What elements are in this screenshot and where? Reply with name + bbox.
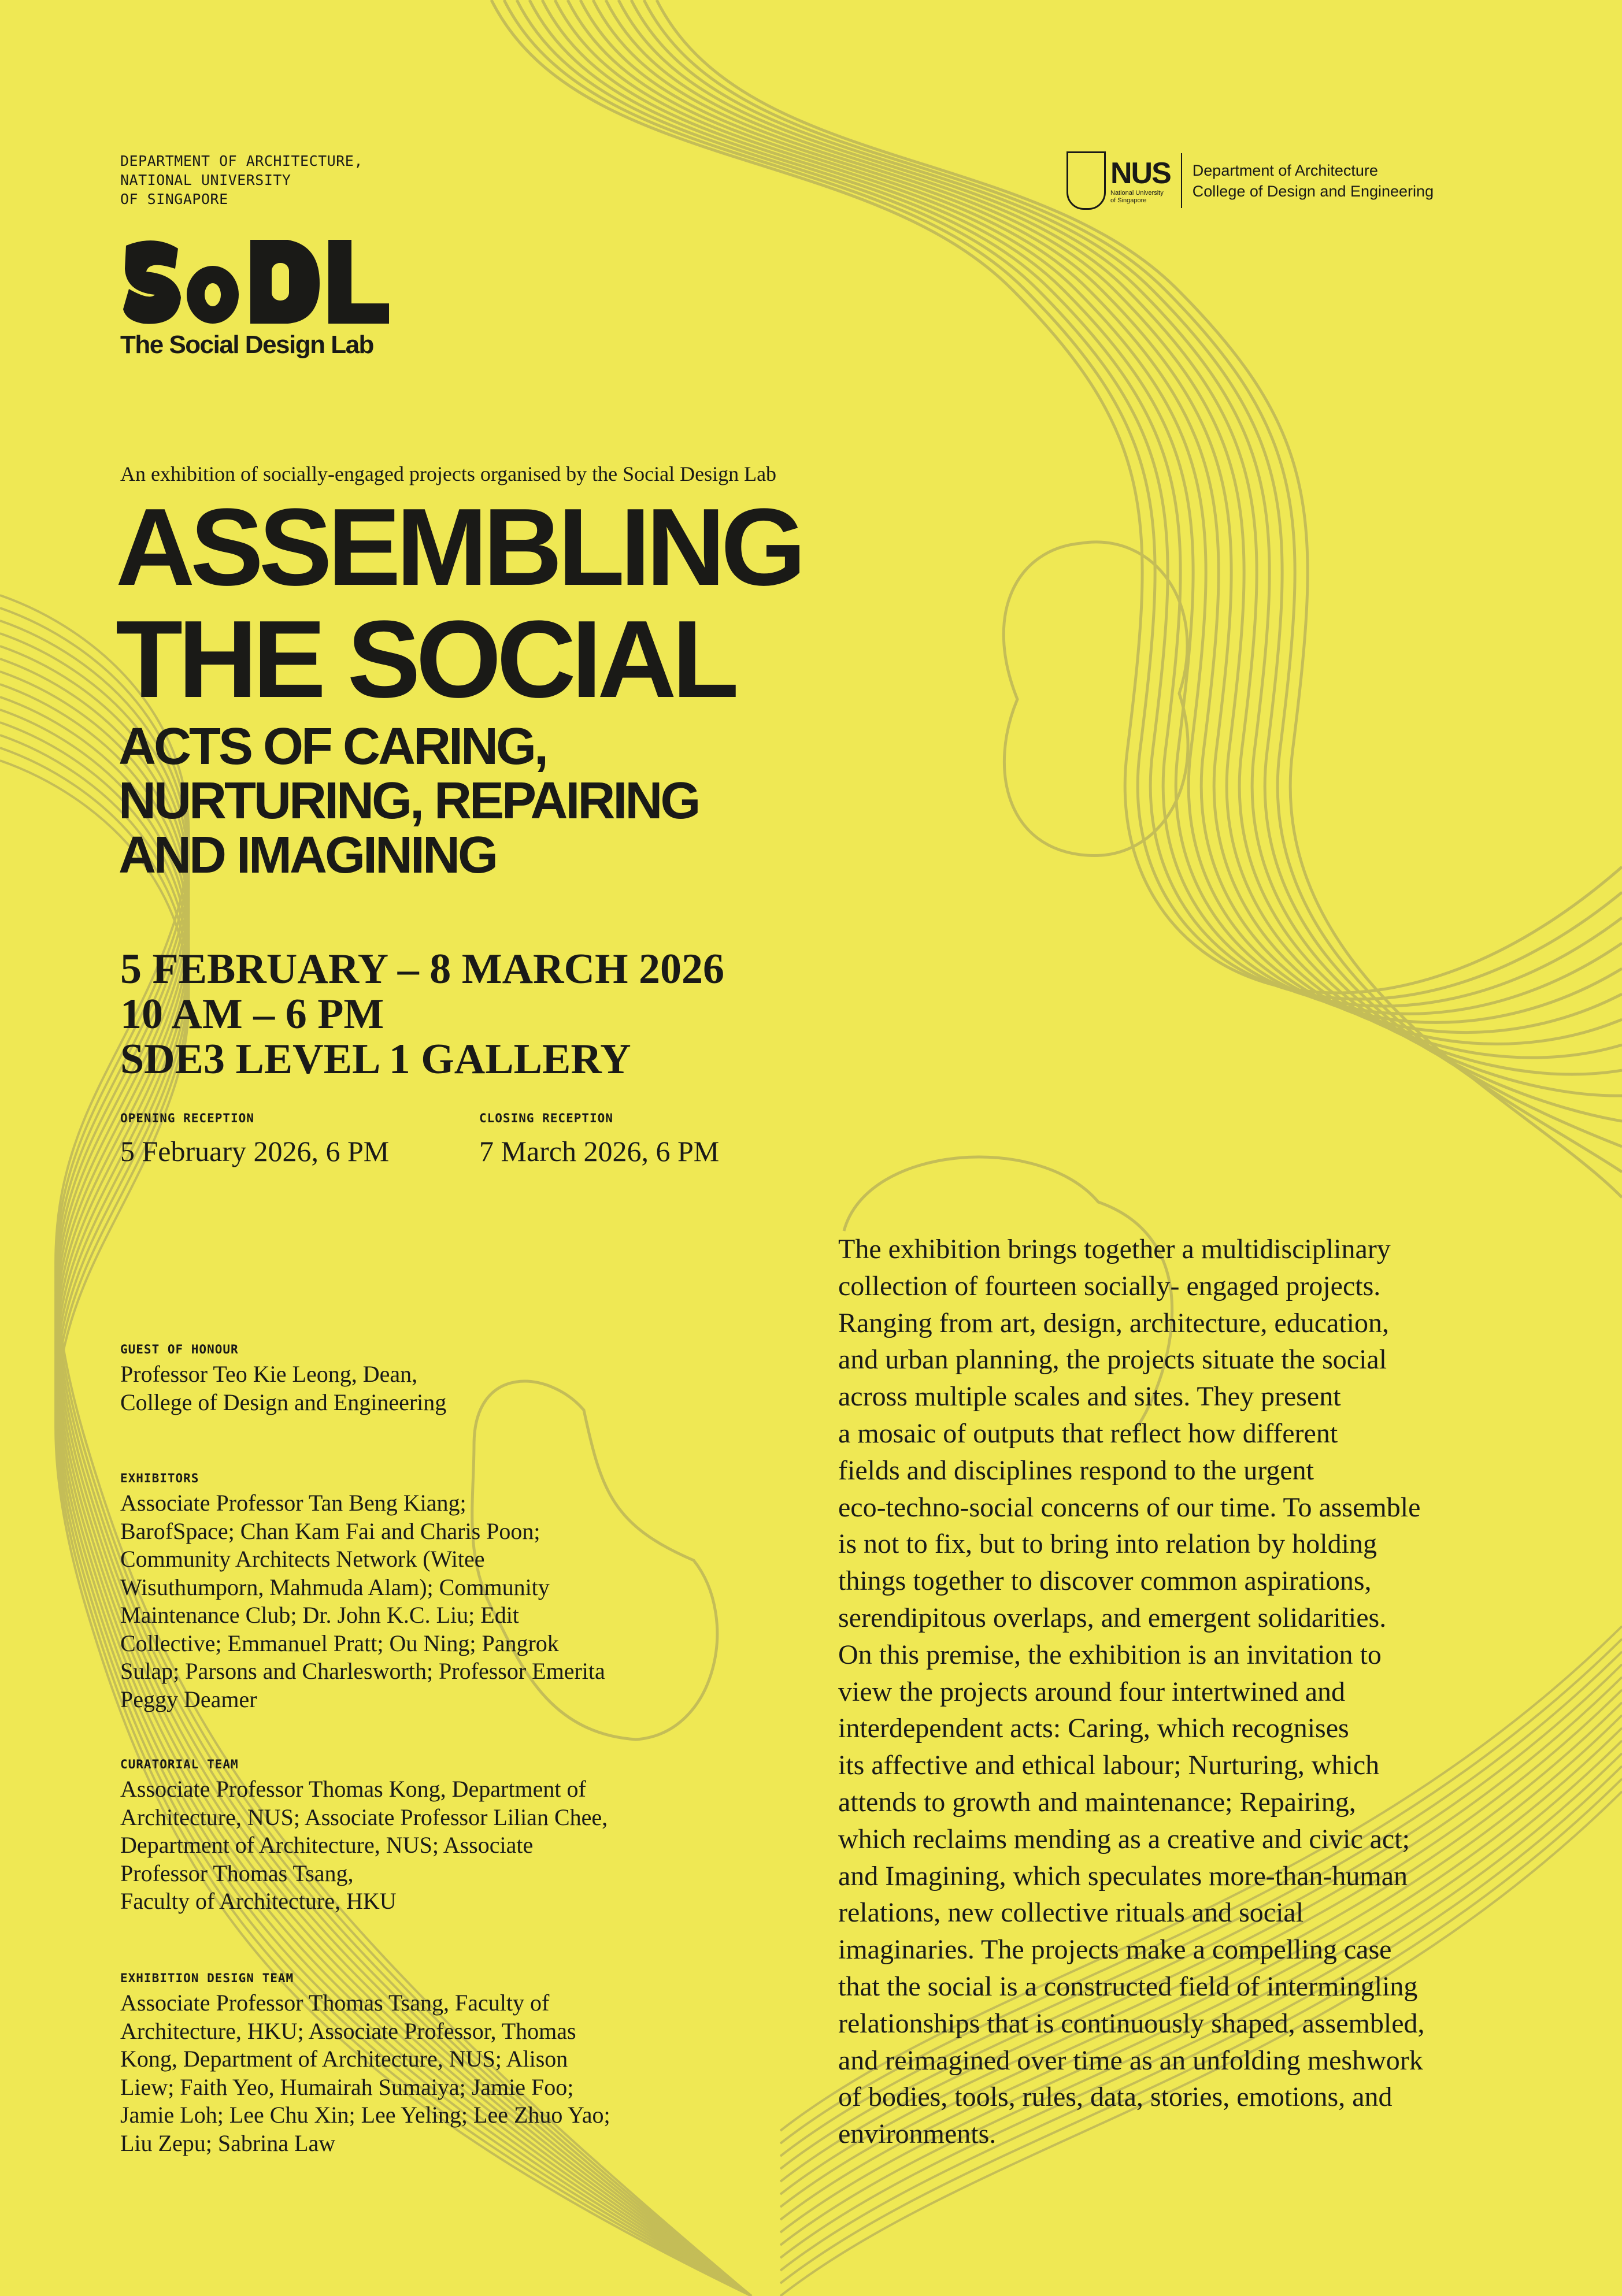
text-line: of bodies, tools, rules, data, stories, emotions, and: [838, 2082, 1393, 2113]
nus-department: [1193, 160, 1434, 202]
text-line: Liew; Faith Yeo, Humairah Sumaiya; Jamie Foo;: [120, 2074, 574, 2100]
text-line: Community Architects Network (Witee: [120, 1546, 485, 1572]
text-line: things together to discover common aspirations,: [838, 1566, 1372, 1597]
lab-name: The Social Design Lab: [120, 331, 373, 359]
text-line: Liu Zepu; Sabrina Law: [120, 2130, 336, 2156]
closing-reception: [479, 1111, 719, 1167]
text-line: and reimagined over time as an unfolding meshwork: [838, 2045, 1423, 2076]
text-line: College of Design and Engineering: [120, 1389, 447, 1415]
credit-label: EXHIBITION DESIGN TEAM: [120, 1971, 294, 1985]
credit-label: GUEST OF HONOUR: [120, 1342, 239, 1356]
exhibition-design-team: [120, 1971, 610, 2157]
text-line: AND IMAGINING: [118, 826, 496, 884]
text-line: On this premise, the exhibition is an invitation to: [838, 1639, 1382, 1670]
guest-of-honour: [120, 1342, 446, 1416]
exhibition-subtitle: [118, 719, 698, 882]
credit-text: [120, 1360, 446, 1416]
text-line: Ranging from art, design, architecture, education,: [838, 1307, 1389, 1338]
text-line: imaginaries. The projects make a compelling case: [838, 1934, 1392, 1965]
text-line: collection of fourteen socially- engaged projects.: [838, 1270, 1381, 1301]
text-line: Peggy Deamer: [120, 1686, 257, 1712]
text-line: which reclaims mending as a creative and civic act;: [838, 1823, 1410, 1854]
text-line: and urban planning, the projects situate the social: [838, 1344, 1387, 1375]
text-line: is not to fix, but to bring into relation by holding: [838, 1529, 1377, 1560]
text-line: relations, new collective rituals and social: [838, 1897, 1304, 1928]
credit-label: EXHIBITORS: [120, 1471, 199, 1485]
text-line: Architecture, NUS; Associate Professor Lilian Chee,: [120, 1804, 608, 1830]
credit-text: [120, 1989, 610, 2157]
text-line: Jamie Loh; Lee Chu Xin; Lee Yeling; Lee Zhuo Yao;: [120, 2102, 610, 2128]
text-line: its affective and ethical labour; Nurturing, which: [838, 1750, 1380, 1781]
text-line: environments.: [838, 2119, 997, 2150]
text-line: Department of Architecture, NUS; Associate: [120, 1832, 534, 1858]
text-line: relationships that is continuously shaped, assembled,: [838, 2008, 1425, 2039]
divider: [1181, 153, 1182, 208]
text-line: Sulap; Parsons and Charlesworth; Professor Emerita: [120, 1658, 605, 1684]
nus-logo: [1066, 151, 1434, 210]
text-line: SDE3 LEVEL 1 GALLERY: [120, 1036, 631, 1083]
text-line: OF SINGAPORE: [120, 191, 228, 207]
credit-label: CURATORIAL TEAM: [120, 1757, 239, 1771]
text-line: and Imagining, which speculates more-than-human: [838, 1860, 1408, 1891]
text-line: Kong, Department of Architecture, NUS; Alison: [120, 2046, 568, 2072]
nus-wordmark: NUS: [1110, 156, 1171, 190]
text-line: that the social is a constructed field of intermingling: [838, 1971, 1418, 2002]
text-line: view the projects around four intertwined and: [838, 1676, 1346, 1707]
opening-label: OPENING RECEPTION: [120, 1111, 254, 1125]
text-line: eco-techno-social concerns of our time. To assemble: [838, 1492, 1421, 1523]
event-details: [120, 947, 724, 1082]
closing-label: CLOSING RECEPTION: [479, 1111, 613, 1125]
text-line: Professor Thomas Tsang,: [120, 1860, 354, 1886]
text-line: Associate Professor Thomas Kong, Department of: [120, 1776, 586, 1802]
nus-crest-icon: [1066, 151, 1106, 210]
text-line: interdependent acts: Caring, which recognises: [838, 1713, 1349, 1744]
text-line: NURTURING, REPAIRING: [118, 772, 699, 830]
text-line: Architecture, HKU; Associate Professor, Thomas: [120, 2017, 576, 2044]
text-line: National University: [1110, 189, 1164, 196]
text-line: Department of Architecture: [1192, 161, 1378, 179]
opening-reception: [120, 1111, 389, 1167]
text-line: a mosaic of outputs that reflect how different: [838, 1418, 1338, 1449]
credit-text: [120, 1489, 605, 1713]
text-line: Collective; Emmanuel Pratt; Ou Ning; Pangrok: [120, 1630, 559, 1656]
exhibition-title: [116, 486, 802, 721]
closing-value: 7 March 2026, 6 PM: [479, 1135, 720, 1167]
curatorial-team: [120, 1757, 608, 1916]
text-line: ACTS OF CARING,: [118, 718, 546, 776]
department-label: [120, 151, 363, 209]
text-line: THE SOCIAL: [116, 598, 735, 721]
text-line: 5 FEBRUARY – 8 MARCH 2026: [120, 945, 724, 993]
text-line: BarofSpace; Chan Kam Fai and Charis Poon;: [120, 1518, 540, 1544]
text-line: The exhibition brings together a multidisciplinary: [838, 1234, 1391, 1264]
intro-line: An exhibition of socially-engaged projects organised by the Social Design Lab: [120, 462, 777, 485]
text-line: Maintenance Club; Dr. John K.C. Liu; Edit: [120, 1602, 519, 1628]
text-line: serendipitous overlaps, and emergent solidarities.: [838, 1602, 1387, 1633]
sodl-logo: [120, 234, 392, 329]
text-line: attends to growth and maintenance; Repairing,: [838, 1786, 1356, 1817]
text-line: of Singapore: [1110, 196, 1147, 204]
text-line: 10 AM – 6 PM: [120, 991, 384, 1038]
text-line: Wisuthumporn, Mahmuda Alam); Community: [120, 1574, 550, 1600]
text-line: fields and disciplines respond to the urgent: [838, 1455, 1314, 1486]
opening-value: 5 February 2026, 6 PM: [120, 1135, 390, 1167]
text-line: DEPARTMENT OF ARCHITECTURE,: [120, 153, 363, 169]
text-line: Professor Teo Kie Leong, Dean,: [120, 1361, 418, 1387]
text-line: Associate Professor Tan Beng Kiang;: [120, 1490, 466, 1516]
text-line: Faculty of Architecture, HKU: [120, 1888, 397, 1914]
text-line: NATIONAL UNIVERSITY: [120, 172, 291, 188]
nus-subtitle: [1110, 190, 1171, 205]
text-line: College of Design and Engineering: [1192, 182, 1434, 200]
text-line: ASSEMBLING: [116, 486, 802, 609]
text-line: Associate Professor Thomas Tsang, Faculty of: [120, 1990, 550, 2016]
text-line: across multiple scales and sites. They present: [838, 1381, 1341, 1412]
credit-text: [120, 1775, 608, 1916]
exhibitors: [120, 1471, 605, 1713]
exhibition-description: [838, 1231, 1425, 2153]
